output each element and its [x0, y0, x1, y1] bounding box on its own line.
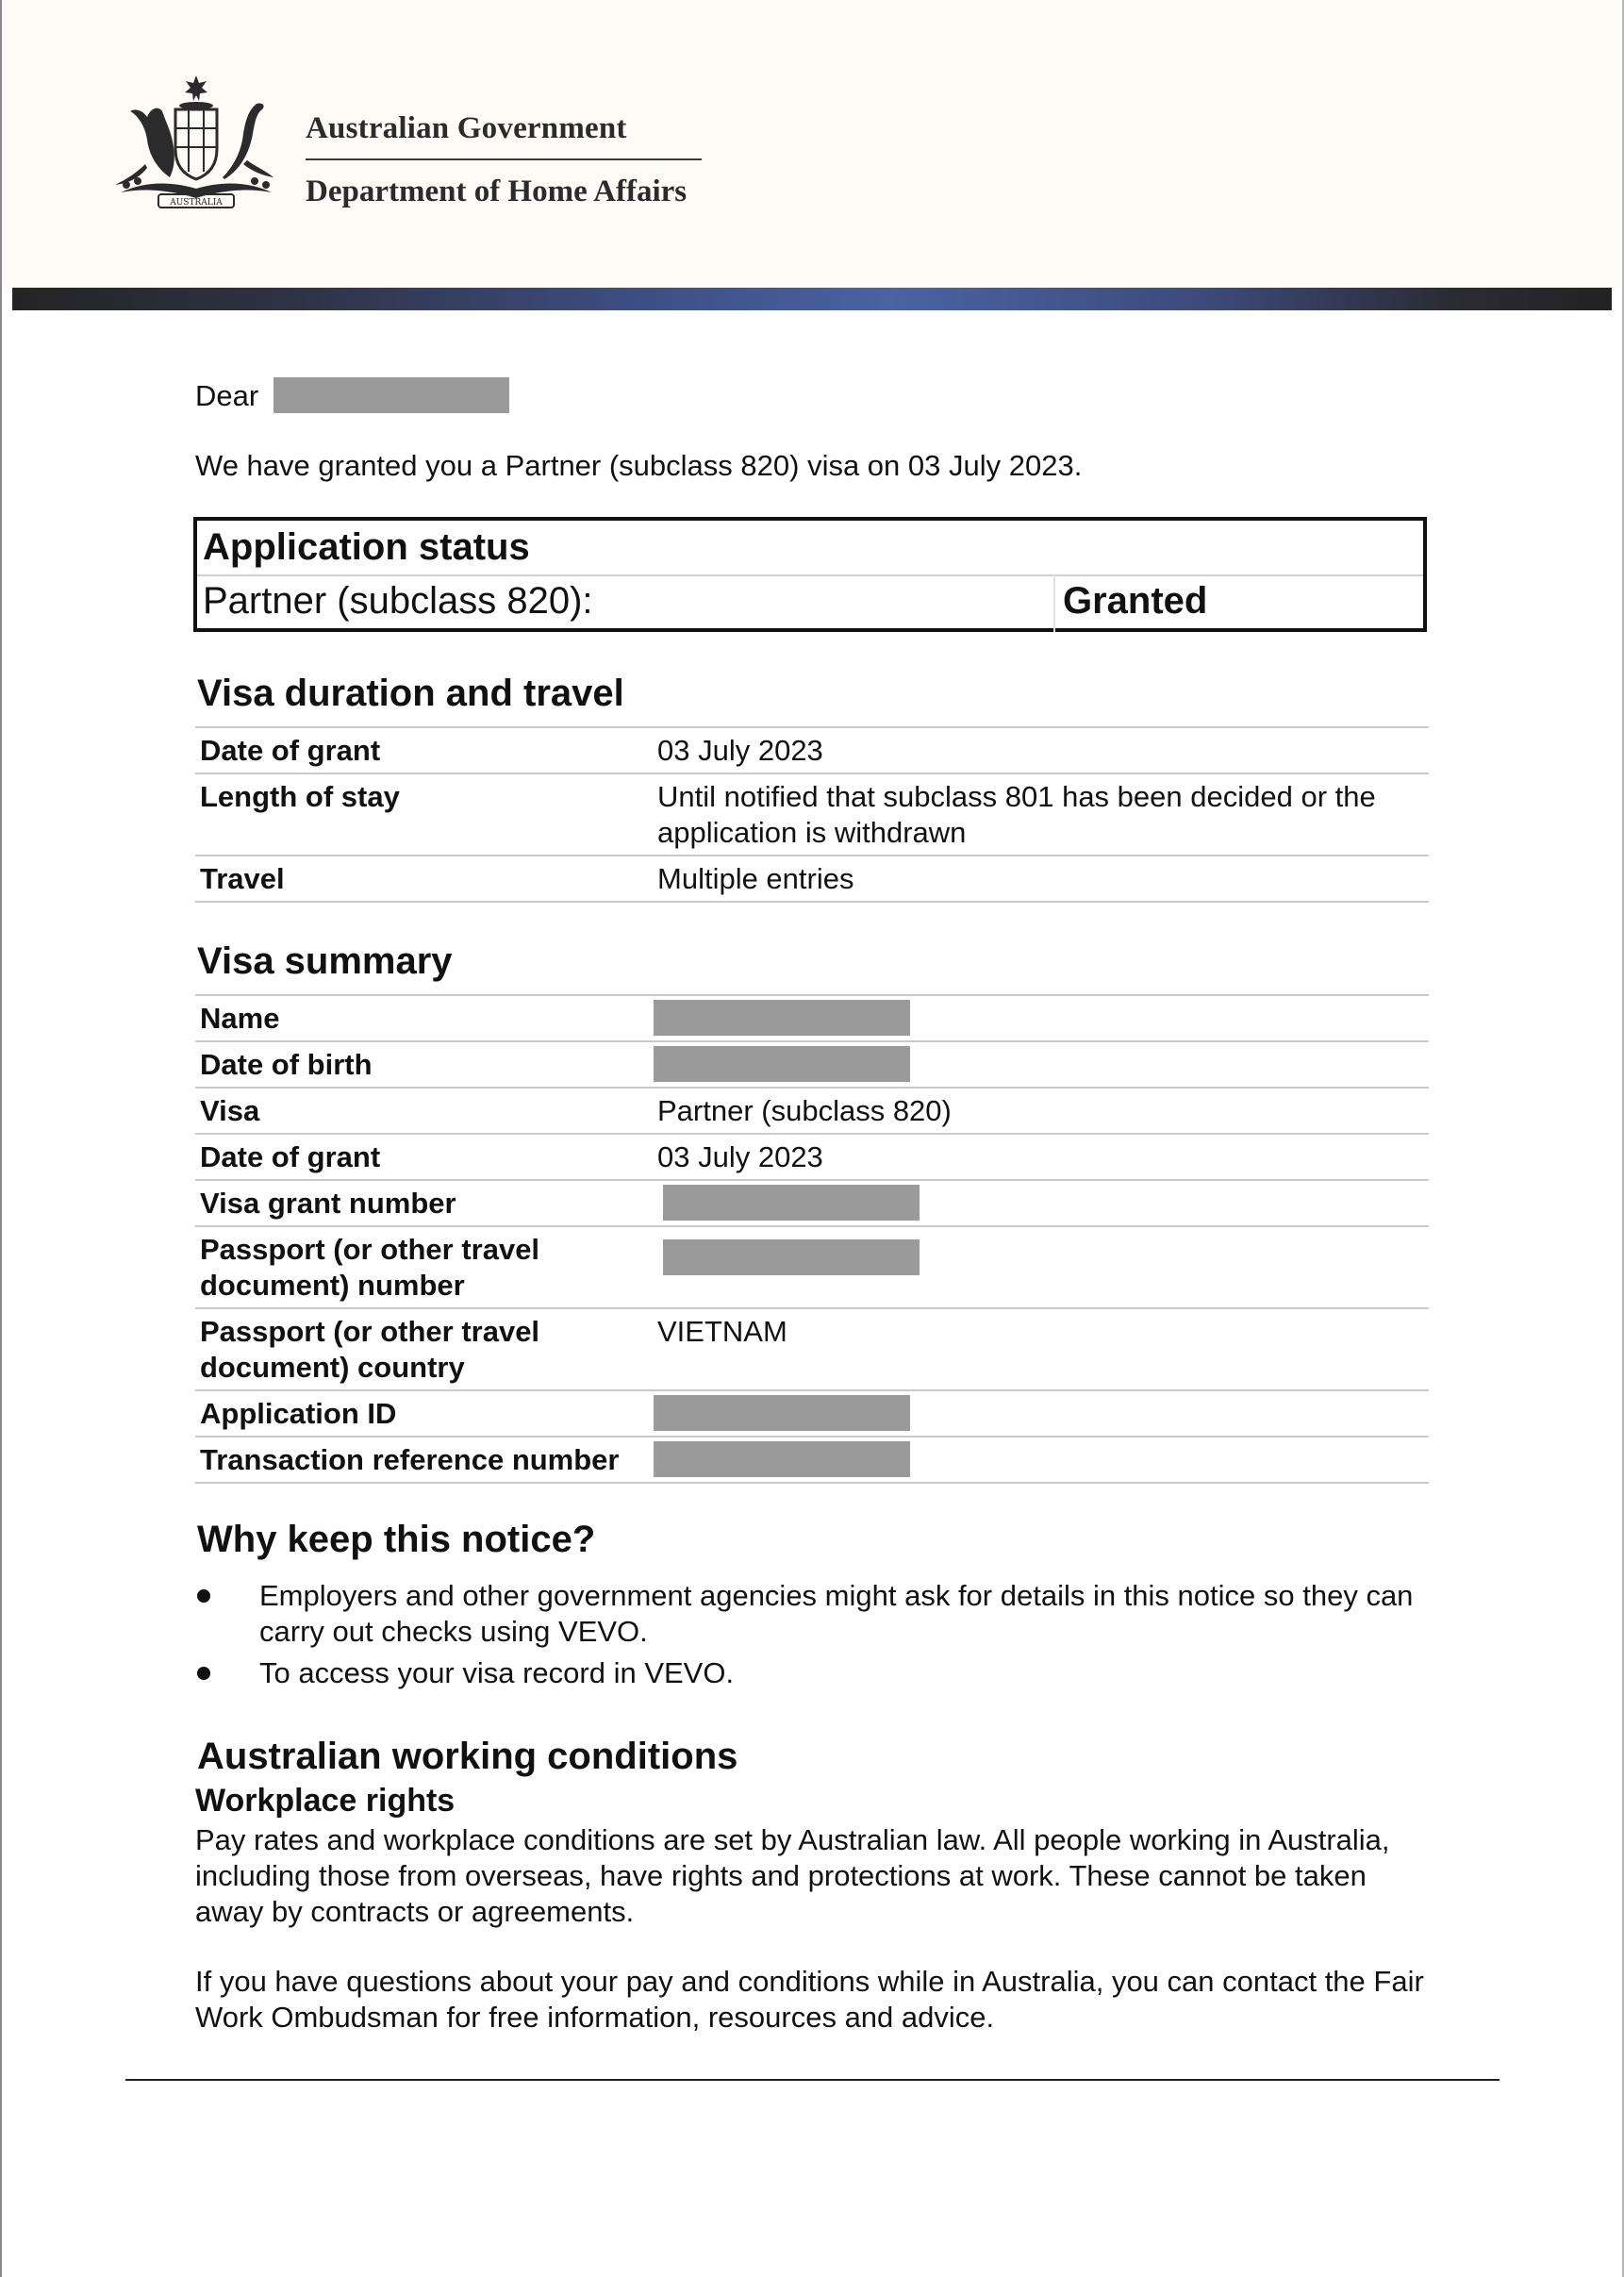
list-item-text: Employers and other government agencies might ask for details in this notice so they can carry out checks using VEVO. — [259, 1579, 1414, 1648]
coat-of-arms-icon — [102, 74, 290, 213]
list-item-text: To access your visa record in VEVO. — [259, 1656, 735, 1689]
redacted-date-of-birth — [654, 1046, 910, 1082]
status-divider — [197, 574, 1423, 576]
row-value: VIETNAM — [657, 1315, 787, 1348]
visa-summary-table — [195, 994, 1429, 1484]
table-row — [195, 1087, 1429, 1133]
letterhead-rule — [306, 158, 702, 160]
redacted-application-id — [654, 1395, 910, 1431]
page-border-left — [0, 0, 2, 2277]
footer-rule — [125, 2079, 1500, 2081]
government-name: Australian Government — [306, 111, 627, 145]
table-row — [195, 855, 1429, 903]
table-row — [195, 1389, 1429, 1436]
department-name: Department of Home Affairs — [306, 175, 688, 208]
bullet-icon — [197, 1667, 210, 1680]
salutation: Dear — [195, 379, 259, 412]
working-conditions-heading: Australian working conditions — [197, 1736, 738, 1777]
table-row — [195, 994, 1429, 1040]
fair-work-paragraph: If you have questions about your pay and conditions while in Australia, you can contact the Fair Work Ombudsman for free information, resources and advice. — [195, 1965, 1424, 2034]
workplace-rights-paragraph: Pay rates and workplace conditions are set by Australian law. All people working in Australia, including those from overseas, have rights and protections at work. These cannot be taken away by contracts or agreements. — [195, 1823, 1390, 1928]
svg-text:AUSTRALIA: AUSTRALIA — [170, 198, 223, 208]
row-key: Date of birth — [200, 1048, 373, 1081]
application-status-label: Partner (subclass 820): — [203, 580, 593, 622]
row-value: Partner (subclass 820) — [657, 1094, 952, 1127]
header-color-band — [12, 288, 1612, 310]
application-status-box — [193, 517, 1427, 632]
row-key: Application ID — [200, 1397, 397, 1430]
table-row — [195, 726, 1429, 773]
keep-notice-heading: Why keep this notice? — [197, 1519, 596, 1560]
row-key: Name — [200, 1002, 280, 1035]
row-key: Passport (or other travel document) number — [200, 1233, 540, 1302]
redacted-visa-grant-number — [663, 1185, 920, 1221]
row-value: Until notified that subclass 801 has been decided or the application is withdrawn — [657, 780, 1376, 849]
application-status-value: Granted — [1063, 580, 1208, 622]
application-status-title: Application status — [203, 526, 530, 568]
row-value: Multiple entries — [657, 862, 854, 895]
table-row — [195, 1307, 1429, 1389]
workplace-rights-heading: Workplace rights — [195, 1783, 456, 1819]
row-key: Date of grant — [200, 734, 381, 767]
row-key: Date of grant — [200, 1140, 381, 1173]
letterhead — [2, 0, 1622, 288]
table-row — [195, 1133, 1429, 1179]
status-divider-vertical — [1053, 574, 1055, 632]
list-item — [195, 1655, 1431, 1691]
redacted-transaction-reference — [654, 1441, 910, 1477]
row-key: Visa — [200, 1094, 260, 1127]
table-row — [195, 1179, 1429, 1225]
visa-summary-heading: Visa summary — [197, 940, 453, 982]
table-row — [195, 773, 1429, 855]
redacted-name — [654, 1000, 910, 1036]
visa-duration-heading: Visa duration and travel — [197, 673, 624, 714]
row-value: 03 July 2023 — [657, 1140, 823, 1173]
table-row — [195, 1040, 1429, 1087]
row-key: Transaction reference number — [200, 1443, 620, 1476]
row-key: Travel — [200, 862, 285, 895]
row-key: Length of stay — [200, 780, 400, 813]
visa-duration-table — [195, 726, 1429, 903]
redacted-passport-number — [663, 1239, 920, 1275]
row-key: Visa grant number — [200, 1187, 456, 1220]
redacted-recipient-name — [273, 377, 509, 413]
row-value: 03 July 2023 — [657, 734, 823, 767]
list-item — [195, 1578, 1431, 1650]
keep-notice-list — [195, 1578, 1431, 1697]
grant-intro: We have granted you a Partner (subclass 820) visa on 03 July 2023. — [195, 449, 1083, 482]
bullet-icon — [197, 1589, 210, 1603]
table-row — [195, 1225, 1429, 1307]
row-key: Passport (or other travel document) country — [200, 1315, 540, 1384]
table-row — [195, 1436, 1429, 1484]
